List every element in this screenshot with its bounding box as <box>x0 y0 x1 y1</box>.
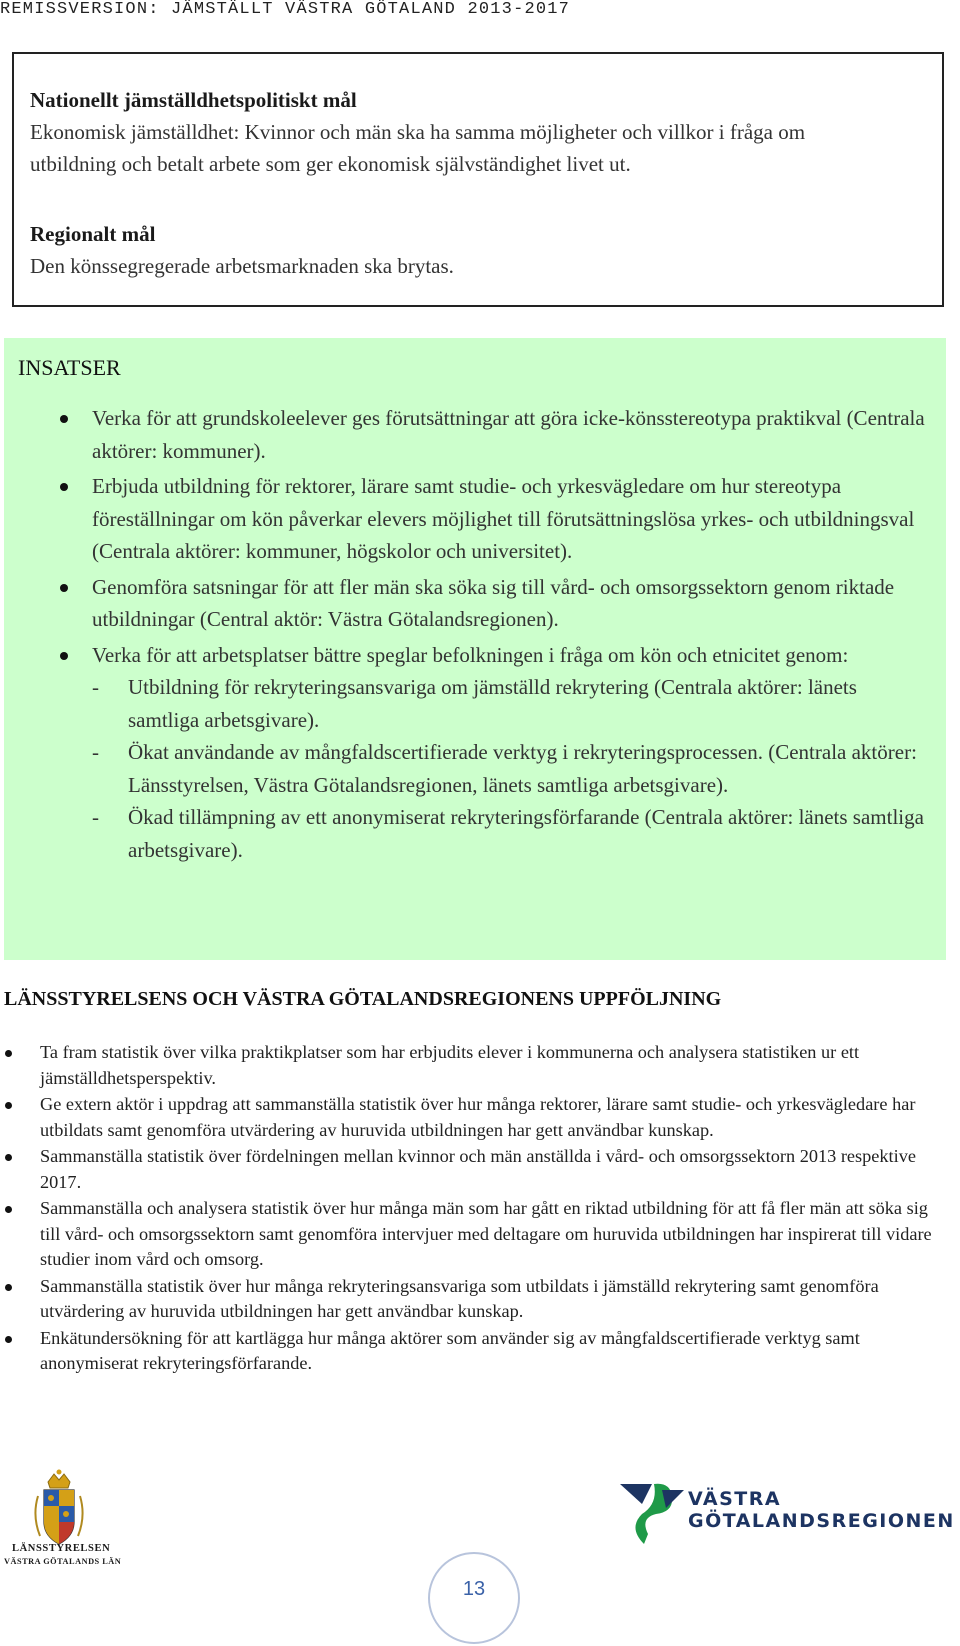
followup-item: Sammanställa statistik över hur många rekryteringsansvariga som utbildats i jämställd rekrytering samt genomföra utvärdering av huruvida utbildningen har gett användbar kunskap. <box>0 1274 950 1325</box>
national-goal-heading: Nationellt jämställdhetspolitiskt mål <box>30 88 357 112</box>
bullet-icon <box>60 415 68 423</box>
insats-subitem: - Ökat användande av mångfaldscertifierade verktyg i rekryteringsprocessen. (Centrala aktörer: Länsstyrelsen, Västra Götalandsregionen, länets samtliga arbetsgivare). <box>92 736 932 801</box>
regional-goal-text: Den könssegregerade arbetsmarknaden ska brytas. <box>30 254 454 278</box>
dash-marker: - <box>92 805 99 829</box>
regional-goal-heading: Regionalt mål <box>30 222 156 246</box>
bullet-icon <box>60 652 68 660</box>
followup-title: LÄNSSTYRELSENS OCH VÄSTRA GÖTALANDSREGIONENS UPPFÖLJNING <box>4 988 722 1010</box>
vgr-name <box>688 1488 955 1532</box>
bullet-icon <box>60 584 68 592</box>
insats-item: Verka för att arbetsplatser bättre speglar befolkningen i fråga om kön och etnicitet genom: - Utbildning för rekryteringsansvariga om jämställd rekrytering (Centrala aktörer: länets samtliga arbetsgivare). - Ökat användande av mångfaldscertifierade verktyg i rekryteringsprocessen. (Centrala aktörer: Länsstyrelsen, Västra Götalandsregionen, länets samtliga arbetsgivare). - Ökad tillämpning av ett anonymiserat rekryteringsförfarande (Centrala aktörer: länets samtliga arbetsgivare). <box>18 639 932 867</box>
insats-subitem: - Utbildning för rekryteringsansvariga om jämställd rekrytering (Centrala aktörer: länets samtliga arbetsgivare). <box>92 671 932 736</box>
bullet-icon <box>60 483 68 491</box>
followup-item: Ta fram statistik över vilka praktikplatser som har erbjudits elever i kommunerna och analysera statistiken ur ett jämställdhetsperspektiv. <box>0 1040 950 1091</box>
page-number: 13 <box>462 1578 486 1600</box>
insatser-section <box>4 338 946 960</box>
bullet-icon <box>5 1284 12 1291</box>
insats-item: Verka för att grundskoleelever ges förutsättningar att göra icke-könsstereotypa praktikval (Centrala aktörer: kommuner). <box>18 402 932 467</box>
bullet-icon <box>5 1154 12 1161</box>
followup-item: Sammanställa statistik över fördelningen mellan kvinnor och män anställda i vård- och omsorgssektorn 2013 respektive 2017. <box>0 1144 950 1195</box>
document-header: REMISSVERSION: JÄMSTÄLLT VÄSTRA GÖTALAND 2013-2017 <box>0 0 571 19</box>
lansstyrelsen-sub: VÄSTRA GÖTALANDS LÄN <box>4 1557 122 1566</box>
insats-item: Erbjuda utbildning för rektorer, lärare samt studie- och yrkesvägledare om hur stereotypa föreställningar om kön påverkar elevers möjlighet till förutsättningslösa yrkes- och utbildningsval (Centrala aktörer: kommuner, högskolor och universitet). <box>18 470 932 568</box>
followup-item: Ge extern aktör i uppdrag att sammanställa statistik över hur många rektorer, lärare samt studie- och yrkesvägledare har utbildats samt genomföra utvärdering av huruvida utbildningen har gett användbar kunskap. <box>0 1092 950 1143</box>
vgr-name-line-1: VÄSTRA <box>688 1488 782 1510</box>
bullet-icon <box>5 1206 12 1213</box>
national-goal-line-1: Ekonomisk jämställdhet: Kvinnor och män ska ha samma möjligheter och villkor i fråga om <box>30 120 806 144</box>
lansstyrelsen-name: LÄNSSTYRELSEN <box>12 1543 111 1554</box>
followup-list <box>0 1040 950 1378</box>
bullet-icon <box>5 1102 12 1109</box>
insatser-title: INSATSER <box>18 355 121 380</box>
goal-box <box>12 52 944 307</box>
bullet-icon <box>5 1336 12 1343</box>
followup-item: Enkätundersökning för att kartlägga hur många aktörer som använder sig av mångfaldscertifierade verktyg samt anonymiserat rekryteringsförfarande. <box>0 1326 950 1377</box>
dash-marker: - <box>92 740 99 764</box>
insatser-list <box>18 402 932 866</box>
bullet-icon <box>5 1050 12 1057</box>
crown-icon <box>48 1470 70 1489</box>
page-number-badge <box>428 1552 520 1644</box>
dash-marker: - <box>92 675 99 699</box>
insats-subitem: - Ökad tillämpning av ett anonymiserat rekryteringsförfarande (Centrala aktörer: länets samtliga arbetsgivare). <box>92 801 932 866</box>
vgr-name-line-2: GÖTALANDSREGIONEN <box>688 1510 955 1532</box>
followup-item: Sammanställa och analysera statistik över hur många män som har gått en riktad utbildning för att få fler män att söka sig till vård- och omsorgssektorn samt genomföra intervjuer med deltagare om huruvida utbildningen har inspirerat till vidare studier inom vård och omsorg. <box>0 1196 950 1273</box>
national-goal-line-2: utbildning och betalt arbete som ger ekonomisk självständighet livet ut. <box>30 152 631 176</box>
insats-item: Genomföra satsningar för att fler män ska söka sig till vård- och omsorgssektorn genom riktade utbildningar (Central aktör: Västra Götalandsregionen). <box>18 571 932 636</box>
